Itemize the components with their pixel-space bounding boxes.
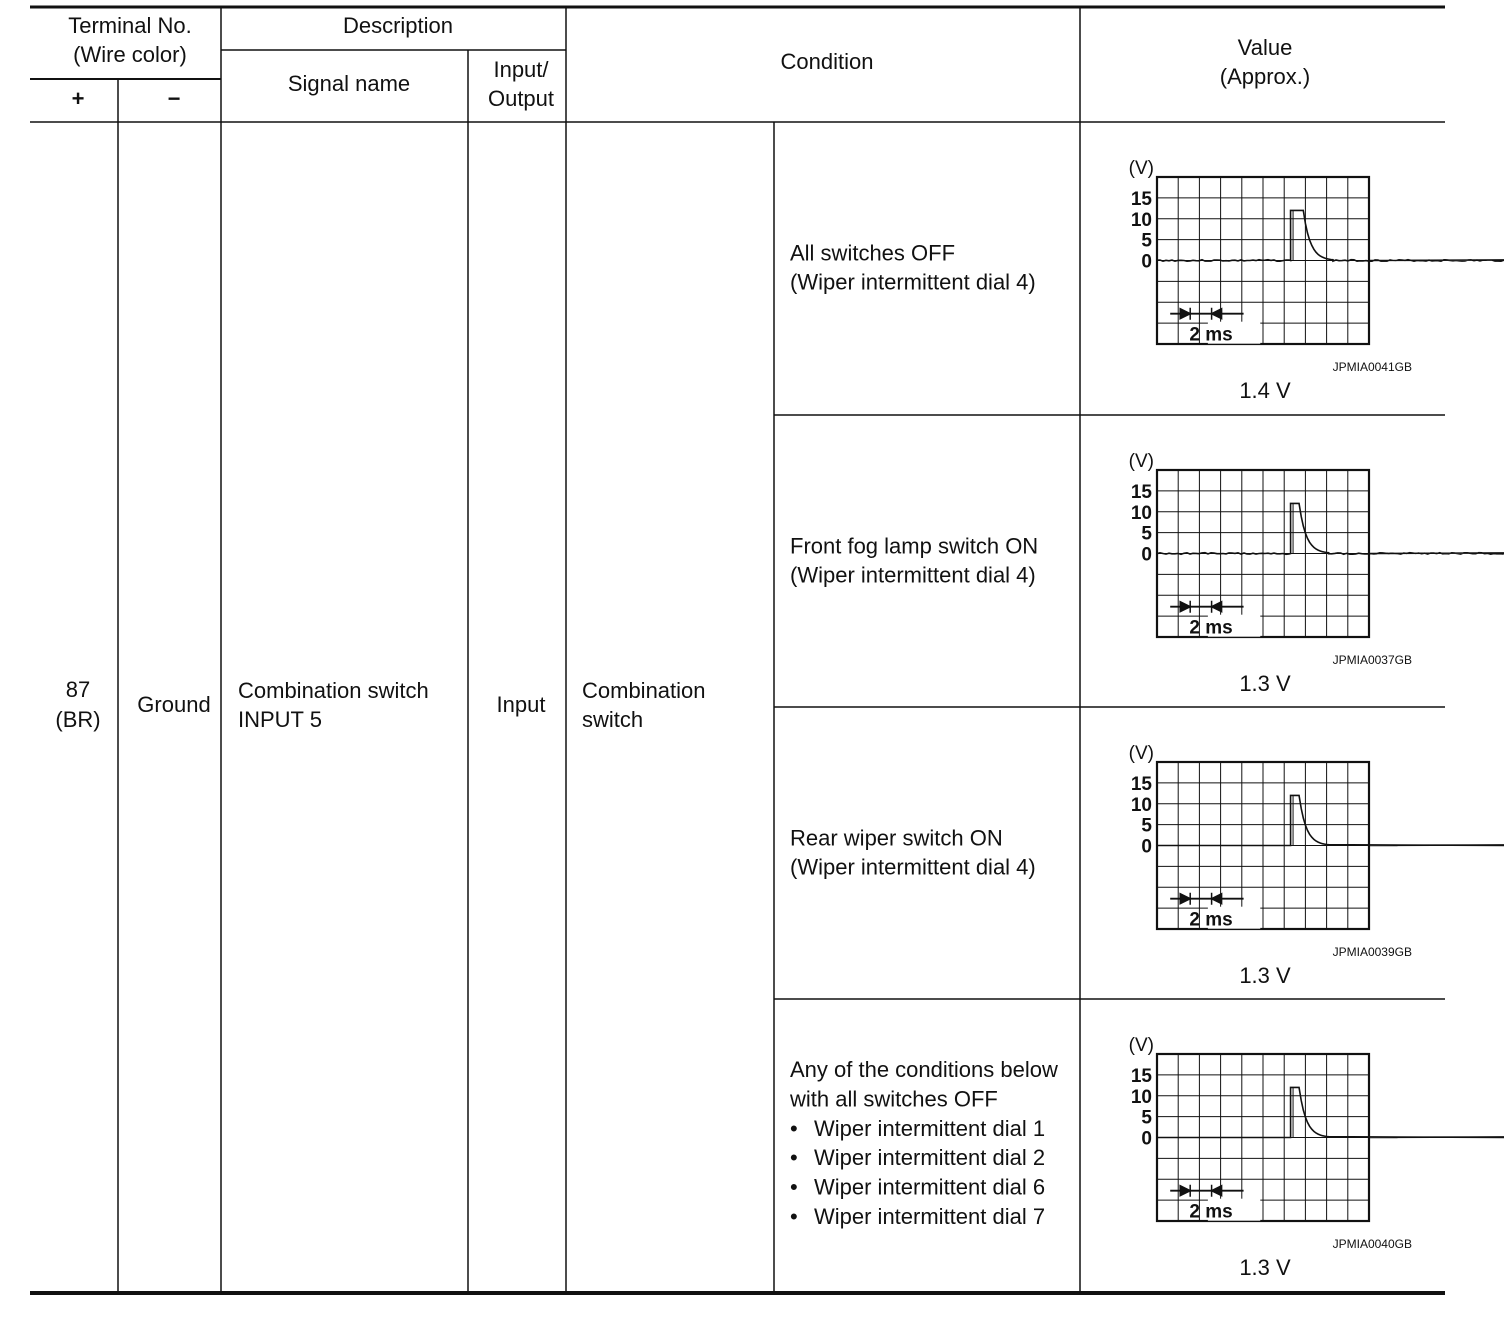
scope-timebase-label: 2 ms [1189,324,1233,346]
figure-code: JPMIA0037GB [1332,653,1412,667]
condition-bullet-item: Wiper intermittent dial 1 [814,1115,1046,1141]
value-header-line2: (Approx.) [1219,64,1311,89]
bullet-icon: • [790,1204,798,1229]
scope-y-tick: 10 [1130,794,1152,816]
signal-name-header: Signal name [287,71,411,96]
table-grid [30,7,1445,1293]
minus-header: − [167,86,181,111]
oscilloscope-waveform [1129,451,1504,639]
scope-unit-label: (V) [1128,743,1154,764]
scope-y-tick: 15 [1130,481,1152,503]
left-arrow-icon [1212,893,1222,905]
approx-value: 1.3 V [1239,1255,1291,1280]
approx-value: 1.4 V [1239,378,1291,403]
scope-y-tick: 0 [1141,544,1152,566]
scope-y-tick: 10 [1130,502,1152,524]
scope-y-tick: 10 [1130,209,1152,231]
left-arrow-icon [1212,601,1222,613]
value-header-line1: Value [1237,35,1293,60]
condition-subrow [790,743,1504,988]
condition-subrow [790,158,1504,403]
condition-text-line: Any of the conditions below [790,1057,1058,1082]
plus-header: + [71,86,85,111]
scope-unit-label: (V) [1128,1035,1154,1056]
figure-code: JPMIA0041GB [1332,360,1412,374]
bullet-icon: • [790,1115,798,1141]
scope-y-tick: 0 [1141,1128,1152,1150]
condition-bullet-item: Wiper intermittent dial 2 [814,1145,1046,1171]
scope-unit-label: (V) [1128,451,1154,472]
scope-y-tick: 15 [1130,188,1152,210]
bullet-icon: • [790,1174,798,1200]
condition-subrows [789,158,1504,1280]
condition-text-line: Rear wiper switch ON [790,825,1003,851]
condition-bullet-item: Wiper intermittent dial 7 [814,1204,1046,1229]
oscilloscope-waveform [1129,1035,1504,1223]
condition-text-line: (Wiper intermittent dial 4) [790,854,1036,880]
scope-timebase-label: 2 ms [1189,617,1233,639]
scope-y-tick: 0 [1141,251,1152,273]
scope-signal-trace [1157,795,1504,845]
scope-timebase-label: 2 ms [1189,909,1233,931]
scope-signal-trace [1157,210,1504,261]
condition-text-line: (Wiper intermittent dial 4) [790,562,1036,588]
scope-y-tick: 0 [1141,836,1152,858]
scope-unit-label: (V) [1128,158,1154,179]
condition-text-line: Front fog lamp switch ON [790,533,1039,559]
scope-signal-trace [1157,1087,1504,1137]
scope-y-tick: 5 [1141,1107,1152,1129]
signal-name-line1: Combination switch [238,678,429,703]
wire-color-header: (Wire color) [73,42,187,67]
terminal-number: 87 [65,677,91,702]
condition-subrow [790,451,1504,696]
scope-y-tick: 5 [1141,523,1152,545]
bullet-icon: • [790,1145,798,1171]
scope-y-tick: 10 [1130,1086,1152,1108]
scope-y-tick: 5 [1141,815,1152,837]
oscilloscope-waveform [1129,158,1504,346]
left-arrow-icon [1212,1185,1222,1197]
input-output-header-line2: Output [487,86,555,111]
scope-signal-trace [1157,503,1504,554]
approx-value: 1.3 V [1239,671,1291,696]
scope-y-tick: 5 [1141,230,1152,252]
condition-subrow [789,1035,1504,1280]
condition-header: Condition [780,49,874,74]
input-output-value: Input [496,692,546,717]
right-arrow-icon [1180,1185,1190,1197]
minus-terminal-ground: Ground [137,692,211,717]
scope-y-tick: 15 [1130,773,1152,795]
condition-text-line: (Wiper intermittent dial 4) [790,269,1036,295]
left-arrow-icon [1212,308,1222,320]
signal-name-line2: INPUT 5 [238,707,322,732]
condition-text-line: All switches OFF [790,240,956,266]
figure-code: JPMIA0039GB [1332,945,1412,959]
right-arrow-icon [1180,893,1190,905]
condition-main-line2: switch [582,707,644,732]
condition-text-line: with all switches OFF [790,1086,998,1112]
condition-bullet-item: Wiper intermittent dial 6 [814,1174,1046,1200]
terminal-no-header: Terminal No. [68,13,192,38]
condition-main-line1: Combination [582,678,706,703]
input-output-header-line1: Input/ [493,57,549,82]
terminal-wire-color: (BR) [55,707,101,732]
approx-value: 1.3 V [1239,963,1291,988]
right-arrow-icon [1180,601,1190,613]
oscilloscope-waveform [1129,743,1504,931]
scope-timebase-label: 2 ms [1189,1201,1233,1223]
scope-y-tick: 15 [1130,1065,1152,1087]
figure-code: JPMIA0040GB [1332,1237,1412,1251]
right-arrow-icon [1180,308,1190,320]
description-header: Description [342,13,454,38]
